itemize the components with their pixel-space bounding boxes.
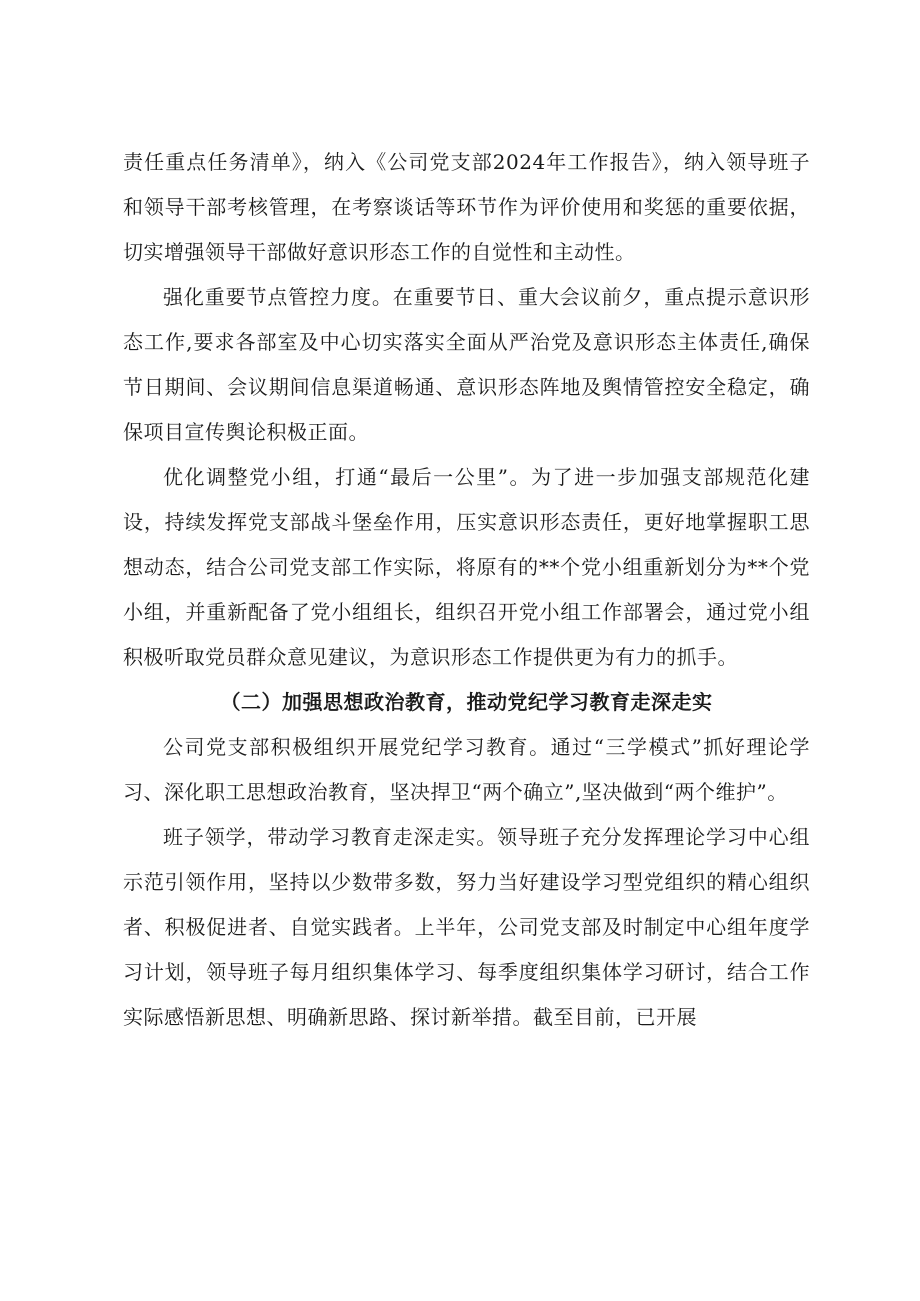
paragraph-3: 优化调整党小组，打通“最后一公里”。为了进一步加强支部规范化建设，持续发挥党支部战斗堡垒作用，压实意识形态责任，更好地掌握职工思想动态，结合公司党支部工作实际，将原有的**个党小组重新划分为**个党小组，并重新配备了党小组组长，组织召开党小组工作部署会，通过党小组积极听取党员群众意见建议，为意识形态工作提供更为有力的抓手。 (123, 465, 810, 669)
section-heading: （二）加强思想政治教育，推动党纪学习教育走深走实 (220, 690, 713, 714)
document-body (123, 140, 810, 1040)
paragraph-1: 责任重点任务清单》，纳入《公司党支部2024年工作报告》，纳入领导班子和领导干部考核管理，在考察谈话等环节作为评价使用和奖惩的重要依据，切实增强领导干部做好意识形态工作的自觉性和主动性。 (123, 150, 810, 264)
paragraph-2: 强化重要节点管控力度。在重要节日、重大会议前夕，重点提示意识形态工作,要求各部室及中心切实落实全面从严治党及意识形态主体责任,确保节日期间、会议期间信息渠道畅通、意识形态阵地及舆情管控安全稳定，确保项目宣传舆论积极正面。 (123, 285, 810, 444)
paragraph-5: 班子领学，带动学习教育走深走实。领导班子充分发挥理论学习中心组示范引领作用，坚持以少数带多数，努力当好建设学习型党组织的精心组织者、积极促进者、自觉实践者。上半年，公司党支部及时制定中心组年度学习计划，领导班子每月组织集体学习、每季度组织集体学习研讨，结合工作实际感悟新思想、明确新思路、探讨新举措。截至目前，已开展 (123, 825, 810, 1029)
paragraph-4: 公司党支部积极组织开展党纪学习教育。通过“三学模式”抓好理论学习、深化职工思想政治教育，坚决捍卫“两个确立”,坚决做到“两个维护”。 (123, 735, 810, 804)
